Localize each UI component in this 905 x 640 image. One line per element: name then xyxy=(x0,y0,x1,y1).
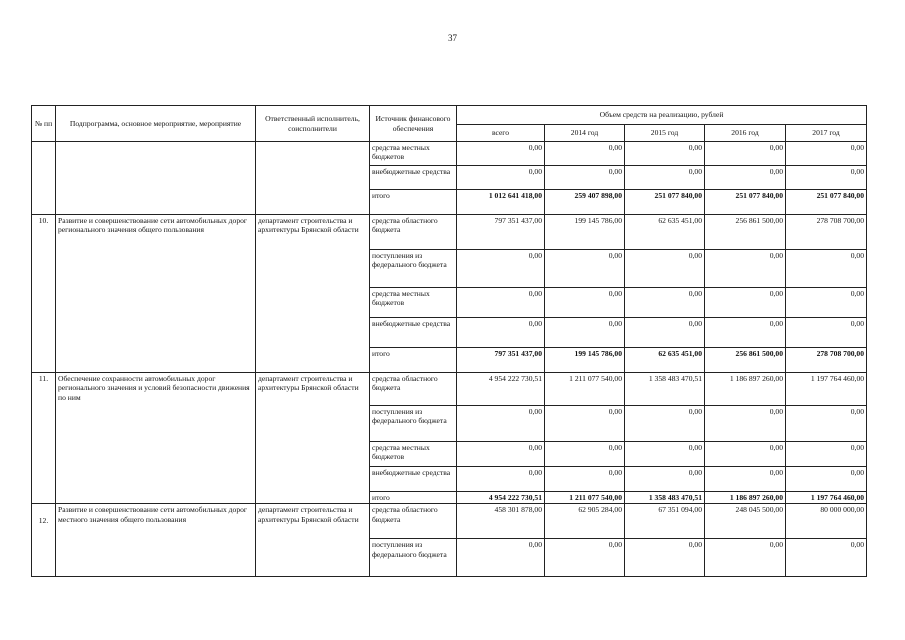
item-program: Развитие и совершенствование сети автомобильных дорог регионального значения общего пользования xyxy=(56,215,256,373)
value-cell: 0,00 xyxy=(705,406,786,442)
value-cell: 0,00 xyxy=(625,288,705,318)
value-cell: 0,00 xyxy=(457,288,545,318)
value-cell: 0,00 xyxy=(457,467,545,492)
header-source: Источник финансового обеспечения xyxy=(370,106,457,142)
value-cell: 0,00 xyxy=(705,467,786,492)
source-cell: итого xyxy=(370,190,457,215)
item-executor: департамент строительства и архитектуры Брянской области xyxy=(256,215,370,373)
financing-table xyxy=(31,105,867,577)
value-cell: 0,00 xyxy=(786,539,867,577)
value-cell: 251 077 840,00 xyxy=(625,190,705,215)
value-cell: 199 145 786,00 xyxy=(545,348,625,373)
value-cell: 0,00 xyxy=(786,467,867,492)
value-cell: 458 301 878,00 xyxy=(457,504,545,539)
value-cell: 0,00 xyxy=(705,250,786,288)
value-cell: 1 197 764 460,00 xyxy=(786,492,867,504)
source-cell: поступления из федерального бюджета xyxy=(370,406,457,442)
source-cell: средства местных бюджетов xyxy=(370,142,457,166)
value-cell: 0,00 xyxy=(625,250,705,288)
source-cell: внебюджетные средства xyxy=(370,318,457,348)
source-cell: поступления из федерального бюджета xyxy=(370,250,457,288)
item-program: Обеспечение сохранности автомобильных дорог регионального значения и условий безопасности движения по ним xyxy=(56,373,256,504)
value-cell: 1 358 483 470,51 xyxy=(625,373,705,406)
source-cell: итого xyxy=(370,492,457,504)
cont-executor-cell xyxy=(256,142,370,215)
value-cell: 0,00 xyxy=(786,442,867,467)
value-cell: 251 077 840,00 xyxy=(786,190,867,215)
value-cell: 62 905 284,00 xyxy=(545,504,625,539)
value-cell: 4 954 222 730,51 xyxy=(457,373,545,406)
value-cell: 0,00 xyxy=(786,166,867,190)
cont-no-cell xyxy=(32,142,56,215)
value-cell: 0,00 xyxy=(545,442,625,467)
value-cell: 256 861 500,00 xyxy=(705,348,786,373)
header-total: всего xyxy=(457,125,545,142)
value-cell: 0,00 xyxy=(545,318,625,348)
value-cell: 0,00 xyxy=(457,142,545,166)
value-cell: 0,00 xyxy=(457,406,545,442)
value-cell: 0,00 xyxy=(705,288,786,318)
item-executor: департамент строительства и архитектуры Брянской области xyxy=(256,373,370,504)
value-cell: 248 045 500,00 xyxy=(705,504,786,539)
source-cell: средства областного бюджета xyxy=(370,215,457,250)
value-cell: 259 407 898,00 xyxy=(545,190,625,215)
table-row xyxy=(32,373,867,406)
header-2017: 2017 год xyxy=(786,125,867,142)
value-cell: 278 708 700,00 xyxy=(786,348,867,373)
value-cell: 62 635 451,00 xyxy=(625,348,705,373)
value-cell: 1 211 077 540,00 xyxy=(545,373,625,406)
cont-program-cell xyxy=(56,142,256,215)
value-cell: 797 351 437,00 xyxy=(457,348,545,373)
value-cell: 0,00 xyxy=(705,142,786,166)
value-cell: 0,00 xyxy=(705,318,786,348)
value-cell: 0,00 xyxy=(625,406,705,442)
value-cell: 0,00 xyxy=(786,142,867,166)
source-cell: внебюджетные средства xyxy=(370,166,457,190)
value-cell: 1 012 641 418,00 xyxy=(457,190,545,215)
source-cell: средства областного бюджета xyxy=(370,504,457,539)
value-cell: 1 186 897 260,00 xyxy=(705,373,786,406)
value-cell: 0,00 xyxy=(625,442,705,467)
source-cell: поступления из федерального бюджета xyxy=(370,539,457,577)
value-cell: 0,00 xyxy=(545,467,625,492)
header-no: № пп xyxy=(32,106,56,142)
header-2014: 2014 год xyxy=(545,125,625,142)
header-volume: Объем средств на реализацию, рублей xyxy=(457,106,867,125)
value-cell: 0,00 xyxy=(625,467,705,492)
value-cell: 0,00 xyxy=(457,250,545,288)
header-2015: 2015 год xyxy=(625,125,705,142)
value-cell: 0,00 xyxy=(786,406,867,442)
table-row xyxy=(32,504,867,539)
value-cell: 0,00 xyxy=(457,442,545,467)
value-cell: 0,00 xyxy=(786,250,867,288)
value-cell: 0,00 xyxy=(705,166,786,190)
source-cell: итого xyxy=(370,348,457,373)
value-cell: 0,00 xyxy=(786,288,867,318)
value-cell: 0,00 xyxy=(457,539,545,577)
item-number: 10. xyxy=(32,215,56,373)
value-cell: 797 351 437,00 xyxy=(457,215,545,250)
source-cell: средства местных бюджетов xyxy=(370,288,457,318)
item-number: 11. xyxy=(32,373,56,504)
item-program: Развитие и совершенствование сети автомобильных дорог местного значения общего пользования xyxy=(56,504,256,577)
value-cell: 0,00 xyxy=(705,539,786,577)
source-cell: внебюджетные средства xyxy=(370,467,457,492)
value-cell: 0,00 xyxy=(545,166,625,190)
item-executor: департамент строительства и архитектуры Брянской области xyxy=(256,504,370,577)
source-cell: средства местных бюджетов xyxy=(370,442,457,467)
value-cell: 0,00 xyxy=(545,142,625,166)
value-cell: 0,00 xyxy=(457,318,545,348)
page-number: 37 xyxy=(448,33,457,43)
value-cell: 278 708 700,00 xyxy=(786,215,867,250)
value-cell: 0,00 xyxy=(625,539,705,577)
value-cell: 0,00 xyxy=(625,318,705,348)
value-cell: 0,00 xyxy=(545,406,625,442)
value-cell: 62 635 451,00 xyxy=(625,215,705,250)
table-row xyxy=(32,142,867,166)
table-row xyxy=(32,215,867,250)
value-cell: 1 358 483 470,51 xyxy=(625,492,705,504)
item-number: 12. xyxy=(32,504,56,577)
value-cell: 1 211 077 540,00 xyxy=(545,492,625,504)
value-cell: 67 351 094,00 xyxy=(625,504,705,539)
value-cell: 0,00 xyxy=(545,288,625,318)
value-cell: 1 186 897 260,00 xyxy=(705,492,786,504)
value-cell: 4 954 222 730,51 xyxy=(457,492,545,504)
value-cell: 0,00 xyxy=(625,166,705,190)
value-cell: 0,00 xyxy=(545,250,625,288)
value-cell: 251 077 840,00 xyxy=(705,190,786,215)
value-cell: 0,00 xyxy=(705,442,786,467)
source-cell: средства областного бюджета xyxy=(370,373,457,406)
value-cell: 0,00 xyxy=(545,539,625,577)
header-2016: 2016 год xyxy=(705,125,786,142)
value-cell: 80 000 000,00 xyxy=(786,504,867,539)
value-cell: 0,00 xyxy=(625,142,705,166)
value-cell: 1 197 764 460,00 xyxy=(786,373,867,406)
value-cell: 199 145 786,00 xyxy=(545,215,625,250)
value-cell: 0,00 xyxy=(786,318,867,348)
value-cell: 0,00 xyxy=(457,166,545,190)
value-cell: 256 861 500,00 xyxy=(705,215,786,250)
header-executor: Ответственный исполнитель, соисполнители xyxy=(256,106,370,142)
header-program: Подпрограмма, основное мероприятие, мероприятие xyxy=(56,106,256,142)
